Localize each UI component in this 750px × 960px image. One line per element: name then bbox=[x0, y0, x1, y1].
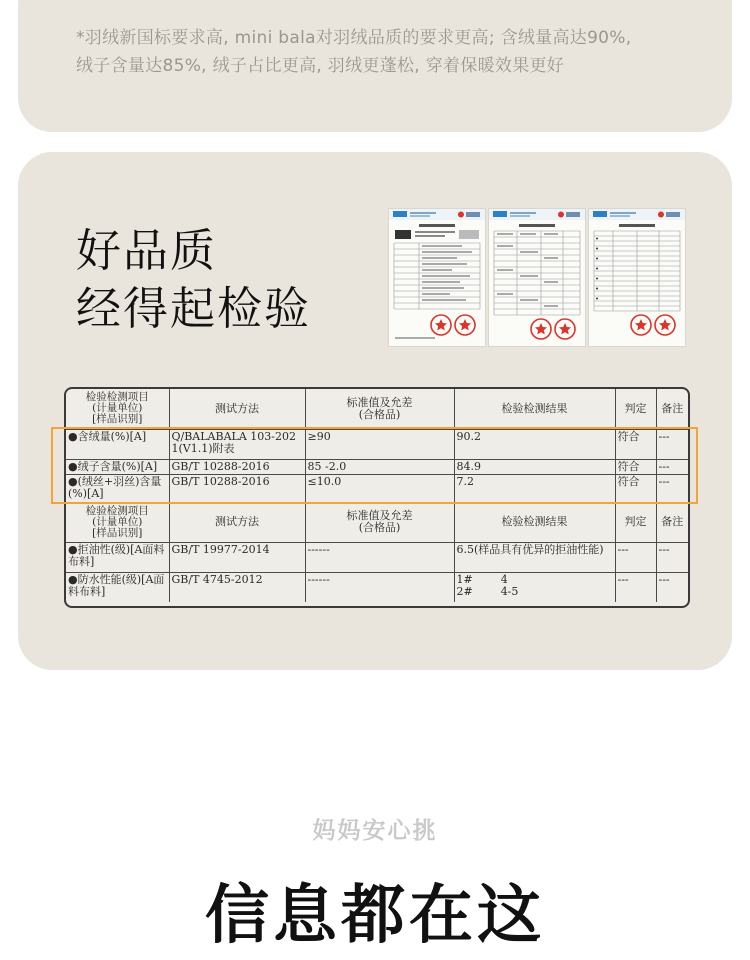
header-item: 检验检测项目 (计量单位) [样品识别] bbox=[66, 389, 169, 429]
test-report-page-3-icon bbox=[588, 208, 686, 347]
section-subtitle: 妈妈安心挑 bbox=[312, 818, 438, 844]
cell-result: 1# 4 2# 4-5 bbox=[454, 572, 615, 602]
cell-method: GB/T 10288-2016 bbox=[169, 459, 305, 474]
section-title: 信息都在这 bbox=[205, 879, 545, 953]
cell-result: 84.9 bbox=[454, 459, 615, 474]
cell-remark: --- bbox=[656, 474, 688, 502]
cell-remark: --- bbox=[656, 459, 688, 474]
header-remark: 备注 bbox=[656, 389, 688, 429]
header-standard: 标准值及允差 (合格品) bbox=[305, 389, 454, 429]
table-header-row bbox=[66, 502, 688, 542]
test-report-page-2-icon bbox=[488, 208, 586, 347]
test-report-page-1-icon bbox=[388, 208, 486, 347]
header-result: 检验检测结果 bbox=[454, 389, 615, 429]
cell-method: GB/T 4745-2012 bbox=[169, 572, 305, 602]
cell-verdict: --- bbox=[615, 572, 656, 602]
quality-note-line-2: 绒子含量达85%, 绒子占比更高, 羽绒更蓬松, 穿着保暖效果更好 bbox=[76, 56, 565, 76]
cell-result: 6.5(样品具有优异的拒油性能) bbox=[454, 542, 615, 572]
cell-remark: --- bbox=[656, 572, 688, 602]
cell-item: ●拒油性(级)[A面料布料] bbox=[66, 542, 169, 572]
cell-item: ●防水性能(级)[A面料布料] bbox=[66, 572, 169, 602]
cell-result: 7.2 bbox=[454, 474, 615, 502]
cell-standard: ≤10.0 bbox=[305, 474, 454, 502]
cell-standard: ------ bbox=[305, 572, 454, 602]
cell-verdict: 符合 bbox=[615, 429, 656, 459]
cell-verdict: 符合 bbox=[615, 474, 656, 502]
header-method: 测试方法 bbox=[169, 502, 305, 542]
cell-standard: ------ bbox=[305, 542, 454, 572]
cell-standard: ≥90 bbox=[305, 429, 454, 459]
table-header-row bbox=[66, 389, 688, 429]
header-item: 检验检测项目 (计量单位) [样品识别] bbox=[66, 502, 169, 542]
down-content-highlight-box bbox=[51, 427, 698, 504]
cell-item: ●含绒量(%)[A] bbox=[66, 429, 169, 459]
header-remark: 备注 bbox=[656, 502, 688, 542]
cell-item: ●绒子含量(%)[A] bbox=[66, 459, 169, 474]
cell-verdict: 符合 bbox=[615, 459, 656, 474]
cell-method: GB/T 19977-2014 bbox=[169, 542, 305, 572]
quality-note bbox=[76, 24, 716, 80]
cell-remark: --- bbox=[656, 542, 688, 572]
cell-item: ●(绒丝+羽丝)含量(%)[A] bbox=[66, 474, 169, 502]
header-result: 检验检测结果 bbox=[454, 502, 615, 542]
headline-line-2: 经得起检验 bbox=[76, 282, 312, 335]
cell-method: GB/T 10288-2016 bbox=[169, 474, 305, 502]
header-method: 测试方法 bbox=[169, 389, 305, 429]
headline bbox=[76, 222, 386, 338]
headline-line-1: 好品质 bbox=[76, 224, 218, 277]
quality-note-line-1: *羽绒新国标要求高, mini bala对羽绒品质的要求更高; 含绒量高达90%, bbox=[76, 28, 632, 48]
test-report-thumbnails bbox=[388, 208, 684, 346]
header-standard: 标准值及允差 (合格品) bbox=[305, 502, 454, 542]
header-verdict: 判定 bbox=[615, 502, 656, 542]
table-row bbox=[66, 542, 688, 572]
table-row bbox=[66, 572, 688, 602]
cell-method: Q/BALABALA 103-2021(V1.1)附表 bbox=[169, 429, 305, 459]
cell-standard: 85 -2.0 bbox=[305, 459, 454, 474]
cell-result: 90.2 bbox=[454, 429, 615, 459]
cell-remark: --- bbox=[656, 429, 688, 459]
cell-verdict: --- bbox=[615, 542, 656, 572]
header-verdict: 判定 bbox=[615, 389, 656, 429]
